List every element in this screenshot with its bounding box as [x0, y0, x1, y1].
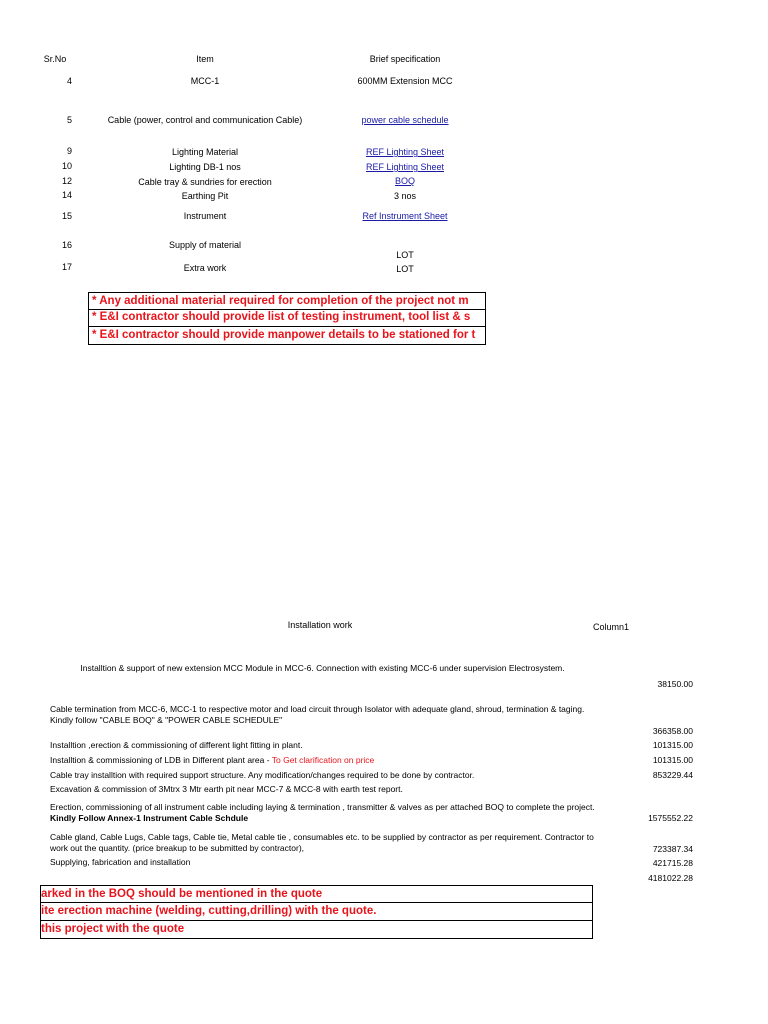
work-instrument-cable-text: Erection, commissioning of all instrument cable including laying & termination , transmitter & valves as per attached BOQ to complete the project.: [50, 802, 595, 812]
header-installation-work: Installation work: [287, 620, 353, 630]
work-earth-pit: Excavation & commission of 3Mtrx 3 Mtr earth pit near MCC-7 & MCC-8 with earth test report.: [50, 784, 403, 794]
row-item: Supply of material: [168, 240, 242, 250]
ref-lighting-sheet-link[interactable]: REF Lighting Sheet: [365, 162, 445, 172]
amount-instrument-cable: 1575552.22: [648, 813, 693, 823]
header-item: Item: [196, 54, 214, 64]
row-srno: 5: [66, 115, 72, 125]
row-srno: 16: [61, 240, 72, 250]
amount-ldb: 101315.00: [652, 755, 693, 765]
work-ldb-text: Installtion & commissioning of LDB in Different plant area -: [50, 755, 272, 765]
work-instrument-cable: [50, 802, 595, 824]
row-item: Cable tray & sundries for erection: [138, 177, 272, 187]
work-cable-gland: Cable gland, Cable Lugs, Cable tags, Cable tie, Metal cable tie , consumables etc. to be supplied by contractor as per requirement. Contractor to work out the quantity. (price breakup to be submitted by contractor),: [50, 832, 594, 853]
row-spec: 600MM Extension MCC: [357, 76, 453, 86]
work-mcc-installation: Installtion & support of new extension MCC Module in MCC-6. Connection with existing MCC-6 under supervision Electrosystem.: [80, 663, 565, 673]
row-item: MCC-1: [190, 76, 220, 86]
row-srno: 12: [61, 176, 72, 186]
note-erection-machine: ite erection machine (welding, cutting,drilling) with the quote.: [40, 903, 593, 921]
ref-lighting-sheet-link[interactable]: REF Lighting Sheet: [365, 147, 445, 157]
row-srno: 17: [61, 262, 72, 272]
header-column1: Column1: [593, 622, 630, 632]
note-boq-quote: arked in the BOQ should be mentioned in the quote: [40, 885, 593, 903]
row-item: Lighting Material: [171, 147, 239, 157]
amount-cable-termination: 366358.00: [652, 726, 693, 736]
amount-mcc-installation: 38150.00: [657, 679, 693, 689]
amount-supplying: 421715.28: [652, 858, 693, 868]
amount-cable-tray: 853229.44: [652, 770, 693, 780]
row-spec: LOT: [396, 264, 414, 274]
boq-link[interactable]: BOQ: [394, 176, 415, 186]
row-item: Cable (power, control and communication Cable): [107, 115, 303, 125]
note-project-quote: this project with the quote: [40, 921, 593, 939]
row-srno: 10: [61, 161, 72, 171]
work-light-fitting: Installtion ,erection & commissioning of different light fitting in plant.: [50, 740, 303, 750]
row-srno: 14: [61, 190, 72, 200]
annex-note: Kindly Follow Annex-1 Instrument Cable Schdule: [50, 813, 249, 823]
amount-cable-gland: 723387.34: [652, 844, 693, 854]
work-supplying: Supplying, fabrication and installation: [50, 857, 191, 867]
row-item: Lighting DB-1 nos: [169, 162, 241, 172]
power-cable-schedule-link[interactable]: power cable schedule: [361, 115, 449, 125]
work-cable-tray: Cable tray installtion with required support structure. Any modification/changes required to be done by contractor.: [50, 770, 475, 780]
row-item: Extra work: [183, 263, 227, 273]
row-spec: LOT: [396, 250, 414, 260]
work-ldb: [50, 755, 595, 766]
total-amount: 4181022.28: [648, 873, 693, 883]
ref-instrument-sheet-link[interactable]: Ref Instrument Sheet: [362, 211, 448, 221]
note-manpower: * E&I contractor should provide manpower details to be stationed for t: [88, 327, 486, 345]
row-spec: 3 nos: [393, 191, 417, 201]
row-srno: 9: [66, 146, 72, 156]
row-item: Instrument: [183, 211, 227, 221]
row-srno: 4: [66, 76, 72, 86]
row-srno: 15: [61, 211, 72, 221]
header-spec: Brief specification: [369, 54, 441, 64]
header-srno: Sr.No: [43, 54, 67, 64]
row-item: Earthing Pit: [181, 191, 229, 201]
note-testing-instrument: * E&I contractor should provide list of testing instrument, tool list & s: [88, 309, 486, 327]
work-cable-termination: Cable termination from MCC-6, MCC-1 to respective motor and load circuit through Isolator with adequate gland, shroud, termination & taging. Kindly follow "CABLE BOQ" & "POWER CABLE SCHEDULE": [50, 704, 585, 725]
clarification-note: To Get clarification on price: [271, 755, 375, 765]
note-additional-material: * Any additional material required for completion of the project not m: [88, 292, 486, 310]
amount-light-fitting: 101315.00: [652, 740, 693, 750]
